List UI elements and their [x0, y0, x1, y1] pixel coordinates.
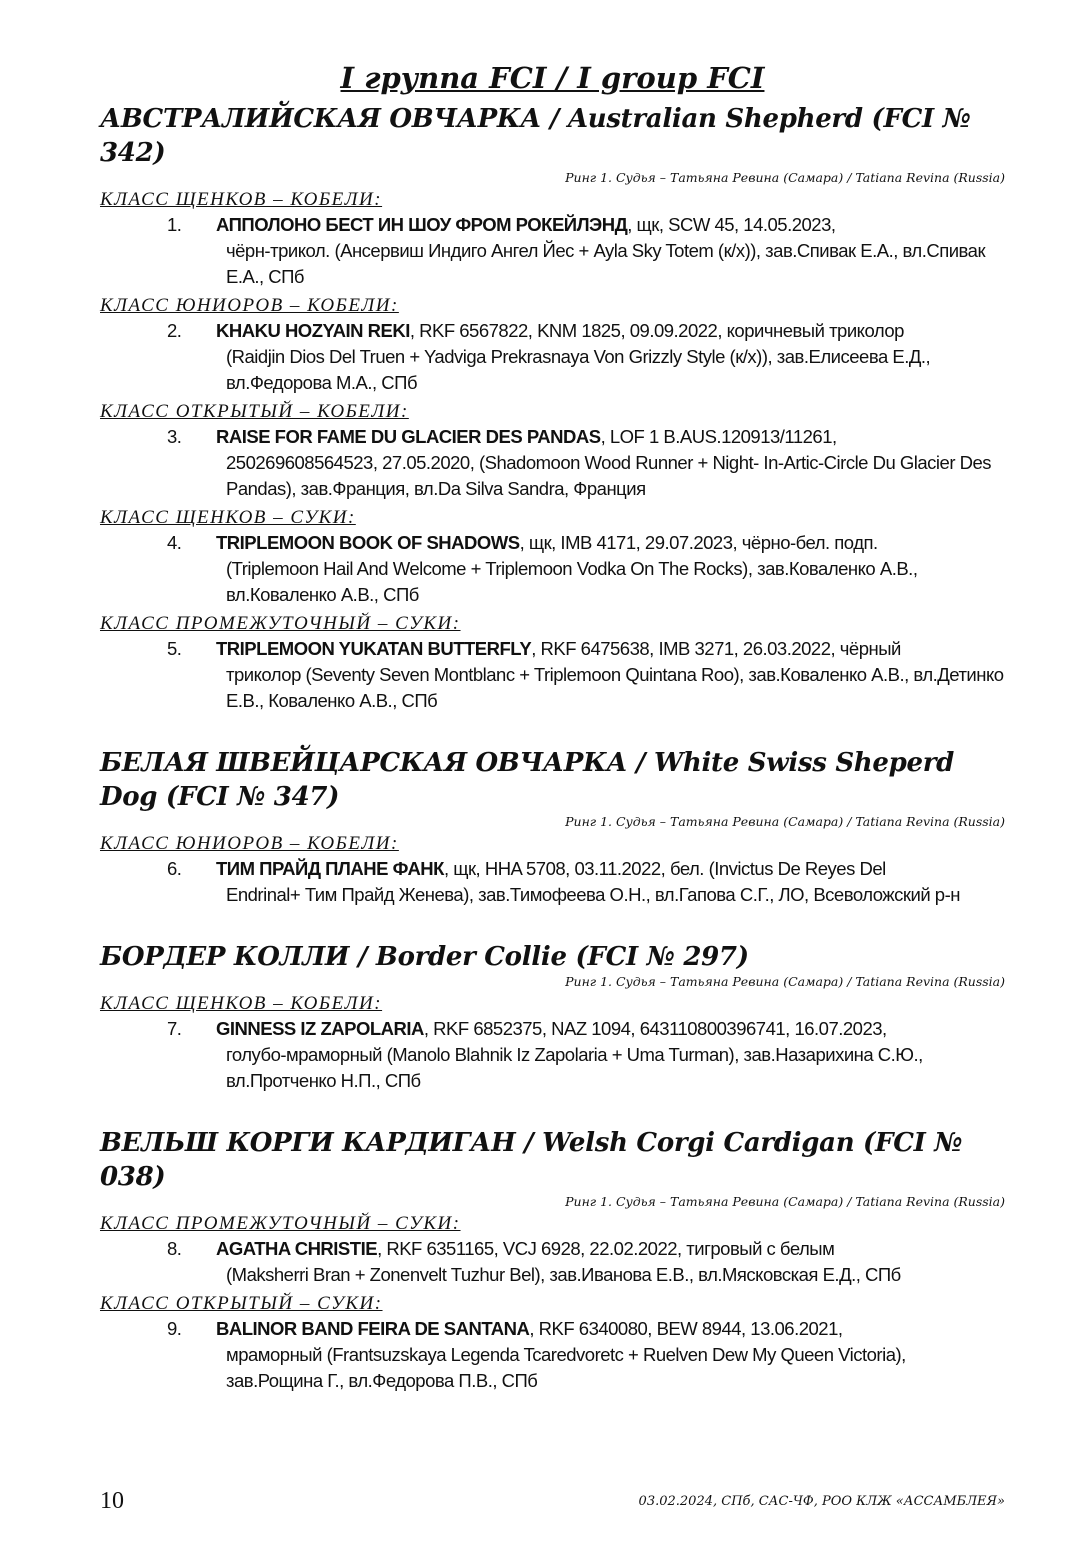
entry-details-start: , RKF 6567822, KNM 1825, 09.09.2022, коричневый триколор — [409, 320, 904, 341]
class-title: КЛАСС ПРОМЕЖУТОЧНЫЙ – СУКИ: — [100, 1213, 461, 1234]
dog-name: ТИМ ПРАЙД ПЛАНЕ ФАНК — [216, 858, 444, 879]
breed-title: БЕЛАЯ ШВЕЙЦАРСКАЯ ОВЧАРКА / White Swiss Sheperd Dog (FCI № 347) — [100, 748, 955, 812]
class-title: КЛАСС ОТКРЫТЫЙ – СУКИ: — [100, 1293, 383, 1314]
class-title: КЛАСС ЩЕНКОВ – КОБЕЛИ: — [100, 189, 383, 210]
dog-name: RAISE FOR FAME DU GLACIER DES PANDAS — [216, 426, 601, 447]
list-item — [100, 318, 1005, 396]
entry-details-start: , RKF 6852375, NAZ 1094, 643110800396741, 16.07.2023, — [423, 1018, 887, 1039]
page-footer — [100, 1488, 1005, 1518]
entry-first-line — [216, 212, 1005, 238]
entry-details-start: , щк, SCW 45, 14.05.2023, — [627, 214, 836, 235]
entry-number: 2. — [167, 320, 182, 341]
breed-separator — [100, 1098, 1005, 1126]
entry-details: 250269608564523, 27.05.2020, (Shadomoon Wood Runner + Night- In-Artic-Circle Du Glacier Des Pandas), зав.Франция, вл.Da Silva Sandra, Франция — [226, 452, 992, 499]
list-item — [100, 424, 1005, 502]
class-title: КЛАСС ОТКРЫТЫЙ – КОБЕЛИ: — [100, 401, 409, 422]
class-title: КЛАСС ЮНИОРОВ – КОБЕЛИ: — [100, 295, 399, 316]
breed-separator — [100, 718, 1005, 746]
dog-name: GINNESS IZ ZAPOLARIA — [216, 1018, 424, 1039]
entry-first-line — [216, 424, 1005, 450]
dog-name: AGATHA CHRISTIE — [216, 1238, 378, 1259]
entry-first-line — [216, 318, 1005, 344]
entry-number: 7. — [167, 1018, 182, 1039]
entry-first-line — [216, 636, 1005, 662]
footer-text: 03.02.2024, СПб, САС-ЧФ, РОО КЛЖ «АССАМБЛЕЯ» — [638, 1494, 1005, 1509]
entry-number: 4. — [167, 532, 182, 553]
entry-details: голубо-мраморный (Manolo Blahnik Iz Zapolaria + Uma Turman), зав.Назарихина С.Ю., вл.Протченко Н.П., СПб — [226, 1044, 923, 1091]
page-number: 10 — [100, 1488, 124, 1514]
list-item — [100, 856, 1005, 908]
entry-number: 3. — [167, 426, 182, 447]
entry-details-start: , LOF 1 B.AUS.120913/11261, — [600, 426, 837, 447]
breed-section — [100, 102, 1005, 714]
dog-name: KHAKU HOZYAIN REKI — [216, 320, 410, 341]
entry-details-start: , RKF 6475638, IMB 3271, 26.03.2022, чёрный — [531, 638, 901, 659]
entry-number: 8. — [167, 1238, 182, 1259]
entry-details: чёрн-трикол. (Ансервиш Индиго Ангел Йес + Ayla Sky Totem (к/х)), зав.Спивак Е.А., вл.Спивак Е.А., СПб — [226, 240, 986, 287]
entry-details: (Maksherri Bran + Zonenvelt Tuzhur Bel), зав.Иванова Е.В., вл.Мясковская Е.Д., СПб — [226, 1264, 901, 1285]
breed-separator — [100, 912, 1005, 940]
breed-title: ВЕЛЬШ КОРГИ КАРДИГАН / Welsh Corgi Cardigan (FCI № 038) — [100, 1128, 963, 1192]
dog-name: TRIPLEMOON BOOK OF SHADOWS — [216, 532, 520, 553]
judge-info: Ринг 1. Судья – Татьяна Ревина (Самара) / Tatiana Revina (Russia) — [565, 1194, 1005, 1209]
breed-section — [100, 746, 1005, 908]
entry-first-line — [216, 1016, 1005, 1042]
judge-info: Ринг 1. Судья – Татьяна Ревина (Самара) / Tatiana Revina (Russia) — [565, 814, 1005, 829]
list-item — [100, 1016, 1005, 1094]
list-item — [100, 530, 1005, 608]
list-item — [100, 212, 1005, 290]
entry-number: 9. — [167, 1318, 182, 1339]
entry-details: Endrinal+ Тим Прайд Женева), зав.Тимофеева О.Н., вл.Гапова С.Г., ЛО, Всеволожский р-н — [226, 884, 960, 905]
list-item — [100, 1236, 1005, 1288]
class-title: КЛАСС ПРОМЕЖУТОЧНЫЙ – СУКИ: — [100, 613, 461, 634]
entry-first-line — [216, 856, 1005, 882]
breed-section — [100, 1126, 1005, 1394]
dog-name: TRIPLEMOON YUKATAN BUTTERFLY — [216, 638, 532, 659]
entry-first-line — [216, 530, 1005, 556]
entry-number: 5. — [167, 638, 182, 659]
entry-details: (Raidjin Dios Del Truen + Yadviga Prekrasnaya Von Grizzly Style (к/х)), зав.Елисеева Е.Д., вл.Федорова М.А., СПб — [226, 346, 931, 393]
entry-first-line — [216, 1316, 1005, 1342]
entry-details-start: , RKF 6351165, VCJ 6928, 22.02.2022, тигровый с белым — [377, 1238, 835, 1259]
list-item — [100, 636, 1005, 714]
class-title: КЛАСС ЩЕНКОВ – СУКИ: — [100, 507, 356, 528]
entry-details: триколор (Seventy Seven Montblanc + Triplemoon Quintana Roo), зав.Коваленко А.В., вл.Детинко Е.В., Коваленко А.В., СПб — [226, 664, 1004, 711]
entry-first-line — [216, 1236, 1005, 1262]
group-title: I группа FCI / I group FCI — [340, 61, 765, 95]
entry-details-start: , RKF 6340080, BEW 8944, 13.06.2021, — [529, 1318, 843, 1339]
list-item — [100, 1316, 1005, 1394]
breed-title: АВСТРАЛИЙСКАЯ ОВЧАРКА / Australian Shepherd (FCI № 342) — [100, 104, 971, 168]
dog-name: BALINOR BAND FEIRA DE SANTANA — [216, 1318, 530, 1339]
judge-info: Ринг 1. Судья – Татьяна Ревина (Самара) / Tatiana Revina (Russia) — [565, 170, 1005, 185]
entry-details-start: , щк, IMB 4171, 29.07.2023, чёрно-бел. подп. — [519, 532, 878, 553]
entry-details: (Triplemoon Hail And Welcome + Triplemoon Vodka On The Rocks), зав.Коваленко А.В., вл.Коваленко А.В., СПб — [226, 558, 918, 605]
class-title: КЛАСС ЩЕНКОВ – КОБЕЛИ: — [100, 993, 383, 1014]
entry-number: 1. — [167, 214, 182, 235]
breed-list — [100, 102, 1005, 1394]
dog-name: АППОЛОНО БЕСТ ИН ШОУ ФРОМ РОКЕЙЛЭНД — [216, 214, 628, 235]
breed-title: БОРДЕР КОЛЛИ / Border Collie (FCI № 297) — [100, 942, 749, 972]
entry-details: мраморный (Frantsuzskaya Legenda Tcaredvoretc + Ruelven Dew My Queen Victoria), зав.Рощина Г., вл.Федорова П.В., СПб — [226, 1344, 906, 1391]
entry-details-start: , щк, HHA 5708, 03.11.2022, бел. (Invictus De Reyes Del — [443, 858, 886, 879]
class-title: КЛАСС ЮНИОРОВ – КОБЕЛИ: — [100, 833, 399, 854]
judge-info: Ринг 1. Судья – Татьяна Ревина (Самара) / Tatiana Revina (Russia) — [565, 974, 1005, 989]
entry-number: 6. — [167, 858, 182, 879]
breed-section — [100, 940, 1005, 1094]
catalog-page — [100, 60, 1005, 1398]
